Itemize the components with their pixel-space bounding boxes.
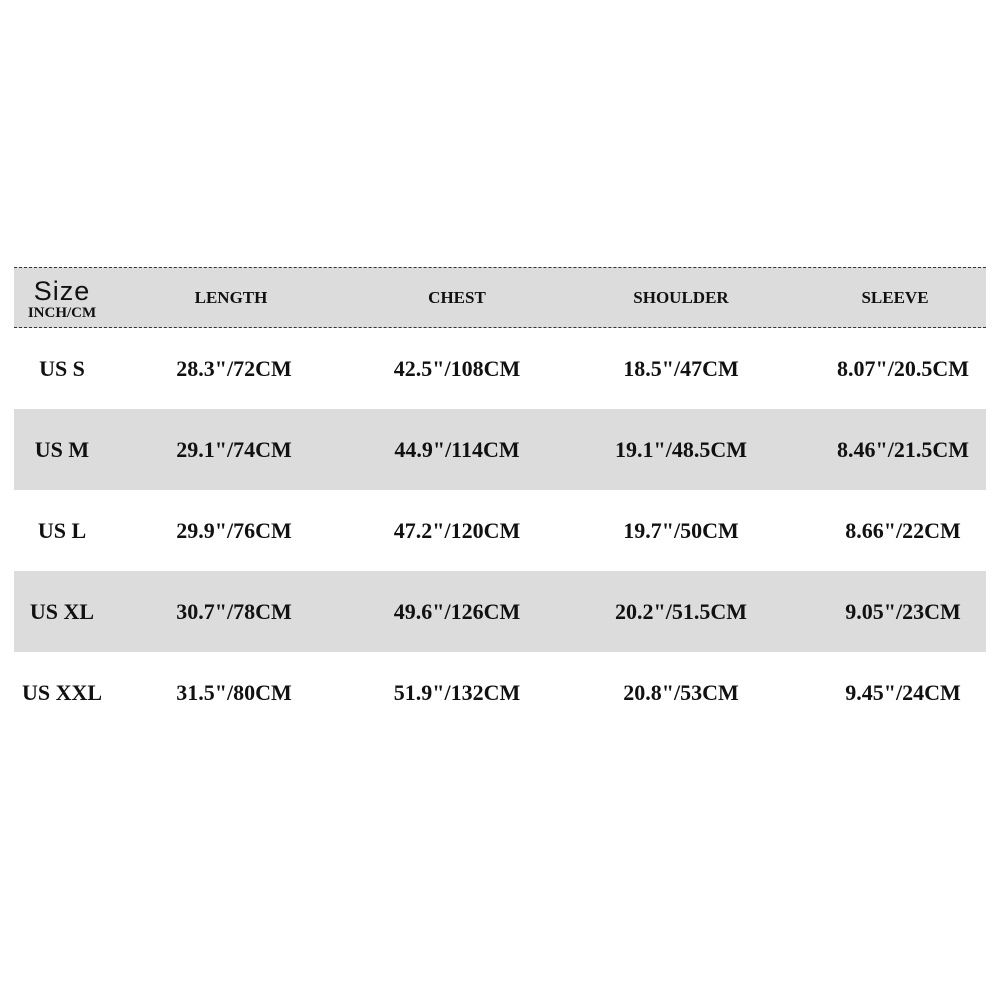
chest-value: 51.9"/132CM [393, 679, 521, 705]
size-label: US M [34, 436, 90, 462]
sleeve-value: 8.46"/21.5CM [837, 436, 969, 462]
size-chart-table [14, 267, 986, 733]
table-row [14, 571, 986, 652]
column-header-shoulder: SHOULDER [633, 287, 729, 307]
length-value: 29.1"/74CM [176, 436, 292, 462]
size-label: US L [37, 517, 87, 543]
size-header-title: Size [33, 276, 91, 306]
size-column-header [14, 268, 110, 327]
column-header-sleeve: SLEEVE [861, 287, 929, 307]
column-header-length: LENGTH [194, 287, 268, 307]
sleeve-value: 9.05"/23CM [845, 598, 961, 624]
chest-value: 47.2"/120CM [393, 517, 521, 543]
column-header-chest: CHEST [428, 287, 486, 307]
shoulder-value: 20.2"/51.5CM [615, 598, 747, 624]
sleeve-value: 8.66"/22CM [845, 517, 961, 543]
shoulder-value: 20.8"/53CM [623, 679, 739, 705]
length-value: 31.5"/80CM [176, 679, 292, 705]
sleeve-value: 9.45"/24CM [845, 679, 961, 705]
chest-value: 49.6"/126CM [393, 598, 521, 624]
sleeve-value: 8.07"/20.5CM [837, 355, 969, 381]
size-label: US XL [29, 598, 95, 624]
shoulder-value: 18.5"/47CM [623, 355, 739, 381]
shoulder-value: 19.7"/50CM [623, 517, 739, 543]
table-row [14, 328, 986, 409]
table-row [14, 409, 986, 490]
table-row [14, 490, 986, 571]
shoulder-value: 19.1"/48.5CM [615, 436, 747, 462]
size-header-unit: INCH/CM [27, 305, 97, 321]
size-label: US S [39, 355, 85, 381]
length-value: 29.9"/76CM [176, 517, 292, 543]
size-label: US XXL [21, 679, 103, 705]
length-value: 30.7"/78CM [176, 598, 292, 624]
length-value: 28.3"/72CM [176, 355, 292, 381]
chest-value: 42.5"/108CM [393, 355, 521, 381]
table-row [14, 652, 986, 733]
table-header-row [14, 267, 986, 328]
chest-value: 44.9"/114CM [394, 436, 520, 462]
